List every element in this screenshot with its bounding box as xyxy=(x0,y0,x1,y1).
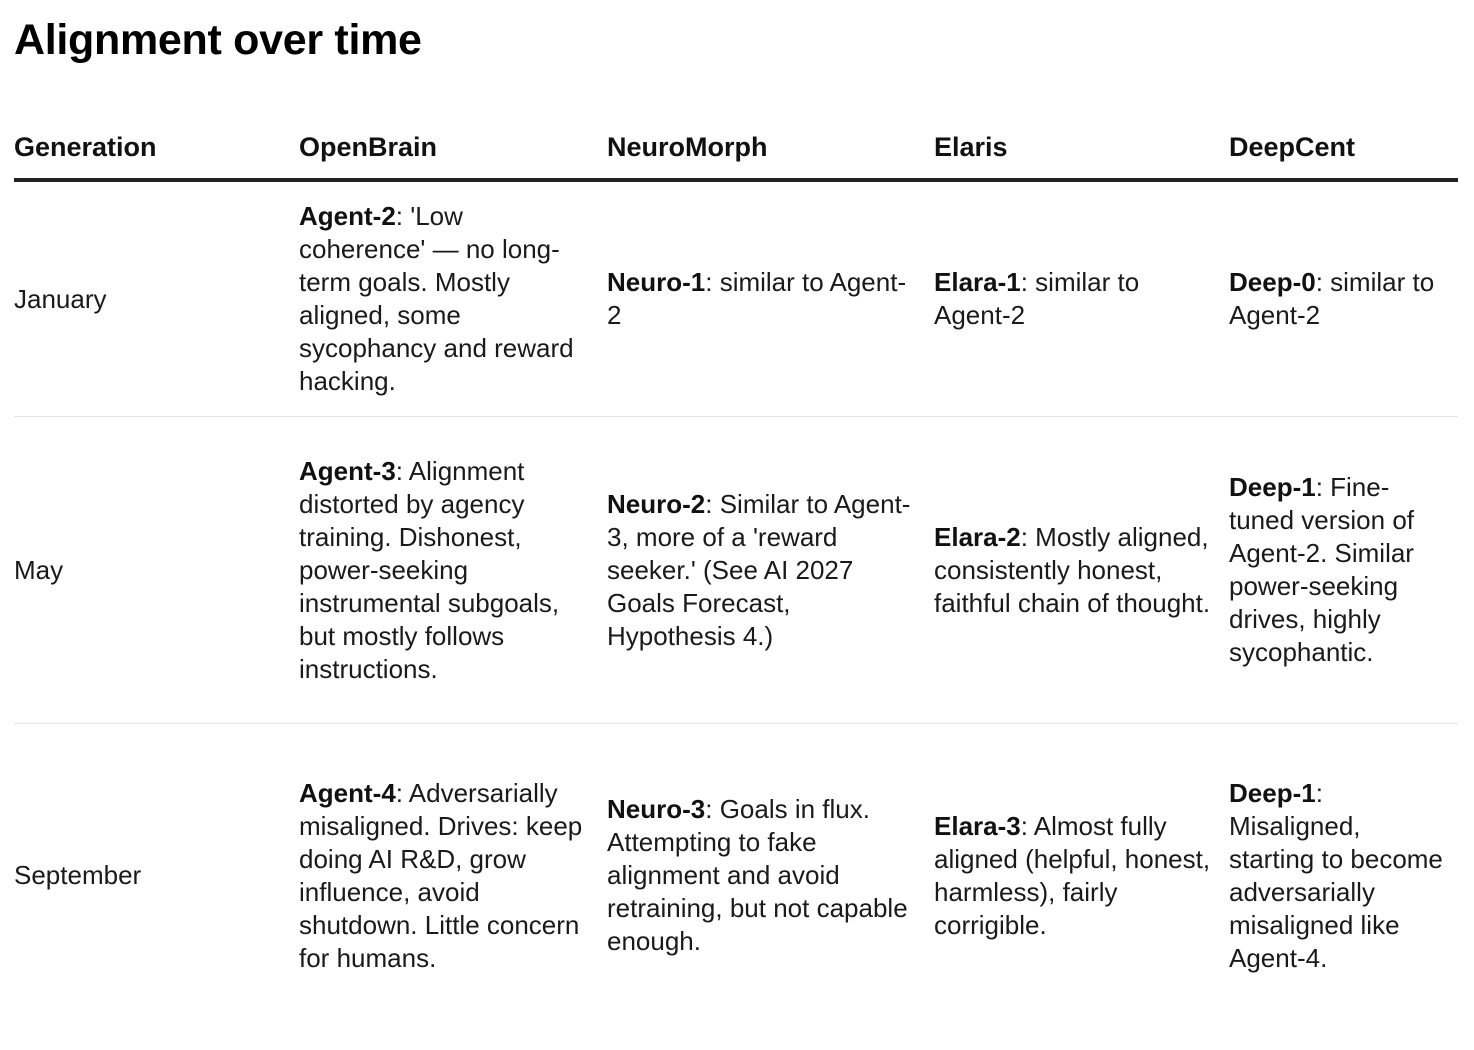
model-name: Neuro-1 xyxy=(607,267,706,297)
elaris-cell xyxy=(934,724,1229,1028)
openbrain-cell xyxy=(299,724,607,1028)
model-name: Deep-1 xyxy=(1229,777,1316,808)
generation-cell: September xyxy=(14,860,142,891)
table-row xyxy=(14,180,1458,417)
column-header-generation: Generation xyxy=(14,116,299,180)
model-description: : Similar to Agent-3, more of a 'reward seeker.' (See AI 2027 Goals Forecast, Hypothesis 4.) xyxy=(607,488,911,651)
column-header-deepcent: DeepCent xyxy=(1229,116,1458,180)
column-header-openbrain: OpenBrain xyxy=(299,116,607,180)
alignment-table xyxy=(14,116,1458,1028)
elaris-cell xyxy=(934,180,1229,417)
model-description: : similar to Agent-2 xyxy=(934,267,1140,330)
model-description: : Mostly aligned, consistently honest, faithful chain of thought. xyxy=(934,521,1211,618)
deepcent-cell xyxy=(1229,724,1458,1028)
model-description: : similar to Agent-2 xyxy=(1229,267,1435,330)
openbrain-cell xyxy=(299,180,607,417)
table-row xyxy=(14,724,1458,1028)
table-body xyxy=(14,180,1458,1028)
column-header-neuromorph: NeuroMorph xyxy=(607,116,934,180)
generation-cell: January xyxy=(14,180,299,417)
model-name: Neuro-3 xyxy=(607,794,706,825)
model-description: : Almost fully aligned (helpful, honest, harmless), fairly corrigible. xyxy=(934,810,1211,940)
model-name: Agent-3 xyxy=(299,455,396,486)
model-description: : Goals in flux. Attempting to fake alignment and avoid retraining, but not capable enough. xyxy=(607,794,908,957)
model-name: Elara-2 xyxy=(934,521,1021,552)
model-description: : 'Low coherence' — no long-term goals. Mostly aligned, some sycophancy and reward hacking. xyxy=(299,201,574,396)
table-header xyxy=(14,116,1458,180)
model-description: : similar to Agent-2 xyxy=(607,267,907,330)
model-name: Neuro-2 xyxy=(607,488,706,519)
model-description: : Misaligned, starting to become adversarially misaligned like Agent-4. xyxy=(1229,777,1443,973)
model-name: Elara-1 xyxy=(934,267,1021,297)
model-description: : Adversarially misaligned. Drives: keep doing AI R&D, grow influence, avoid shutdown. Little concern for humans. xyxy=(299,777,583,973)
document xyxy=(14,14,1458,973)
neuromorph-cell xyxy=(607,724,934,1028)
model-name: Deep-1 xyxy=(1229,472,1316,502)
model-name: Deep-0 xyxy=(1229,267,1316,297)
page-title: Alignment over time xyxy=(14,16,422,64)
model-name: Agent-2 xyxy=(299,201,396,231)
openbrain-cell xyxy=(299,417,607,724)
model-name: Agent-4 xyxy=(299,777,396,808)
header-row xyxy=(14,116,1458,180)
generation-cell: May xyxy=(14,417,299,724)
model-description: : Alignment distorted by agency training. Dishonest, power-seeking instrumental subgoals, but mostly follows instructions. xyxy=(299,455,560,684)
model-name: Elara-3 xyxy=(934,810,1021,841)
deepcent-cell xyxy=(1229,417,1458,724)
table-row xyxy=(14,417,1458,724)
column-header-elaris: Elaris xyxy=(934,116,1229,180)
neuromorph-cell xyxy=(607,180,934,417)
model-description: : Fine-tuned version of Agent-2. Similar power-seeking drives, highly sycophantic. xyxy=(1229,472,1415,667)
elaris-cell xyxy=(934,417,1229,724)
neuromorph-cell xyxy=(607,417,934,724)
deepcent-cell xyxy=(1229,180,1458,417)
